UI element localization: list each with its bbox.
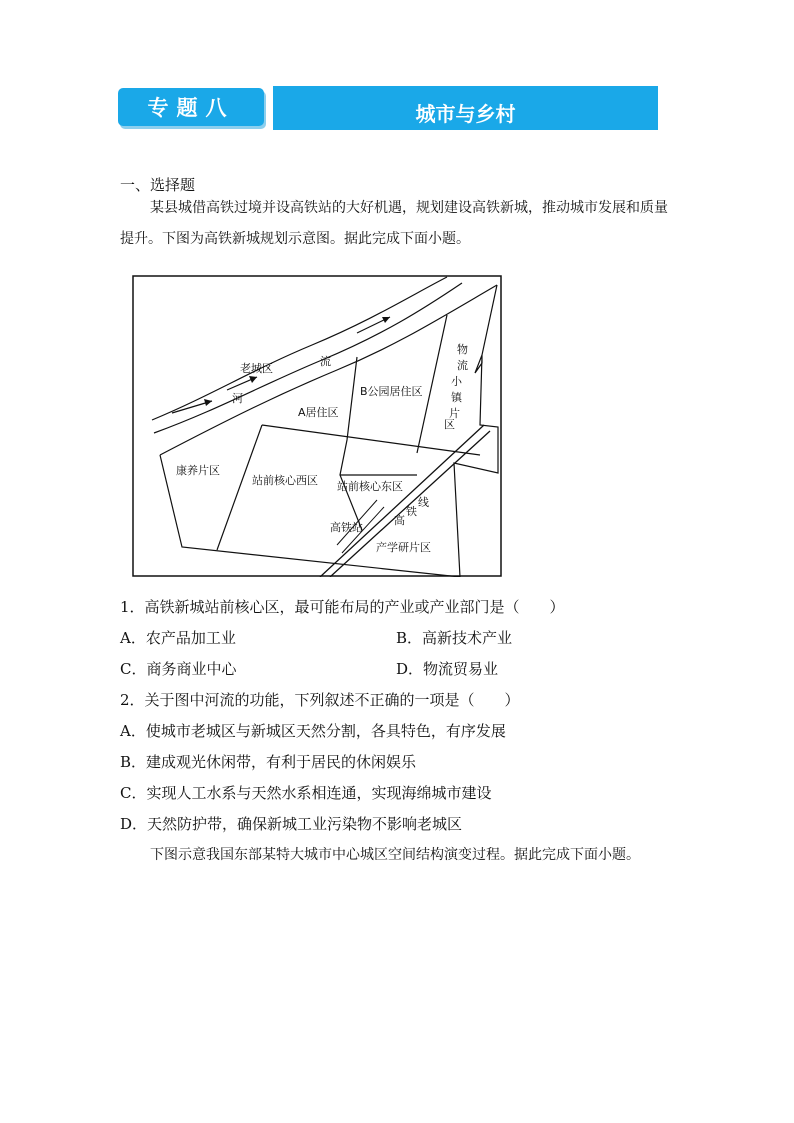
question-1-option-c[interactable]: C．商务商业中心 <box>120 660 237 678</box>
intro-paragraph-2: 下图示意我国东部某特大城市中心城区空间结构演变过程。据此完成下面小题。 <box>150 847 640 863</box>
map-label-station: 高铁站 <box>330 521 363 534</box>
question-1-stem: 1．高铁新城站前核心区，最可能布局的产业或产业部门是（ ） <box>120 598 565 616</box>
intro-paragraph-1: 某县城借高铁过境并设高铁站的大好机遇，规划建设高铁新城，推动城市发展和质量提升。下图为高铁新城规划示意图。据此完成下面小题。 <box>120 200 668 247</box>
map-label-b-zone: B公园居住区 <box>360 385 423 398</box>
topic-tag: 专题八 <box>118 88 264 126</box>
map-label-logistics-4: 镇 <box>451 391 462 404</box>
map-label-kangyang: 康养片区 <box>176 464 220 477</box>
map-label-research: 产学研片区 <box>376 541 431 554</box>
page-title: 城市与乡村 <box>415 102 516 126</box>
map-label-river-2: 河 <box>232 392 243 405</box>
question-2-option-a[interactable]: A．使城市老城区与新城区天然分割，各具特色，有序发展 <box>120 722 506 740</box>
map-label-rail-1: 线 <box>418 496 429 509</box>
question-2-stem: 2．关于图中河流的功能，下列叙述不正确的一项是（ ） <box>120 691 520 709</box>
map-label-rail-2: 铁 <box>406 505 417 518</box>
map-label-logistics-1: 物 <box>457 343 468 356</box>
map-label-a-zone: A居住区 <box>298 406 339 419</box>
map-label-logistics-5: 片 <box>449 407 460 420</box>
map-label-east-core: 站前核心东区 <box>337 480 403 493</box>
map-label-logistics-6: 区 <box>444 418 455 431</box>
section-title: 一、选择题 <box>120 176 196 194</box>
map-label-rail-3: 高 <box>394 514 405 527</box>
question-1-option-b[interactable]: B．高新技术产业 <box>396 629 513 647</box>
map-label-river-1: 流 <box>320 355 331 368</box>
question-1-option-d[interactable]: D．物流贸易业 <box>396 660 499 678</box>
map-label-logistics-2: 流 <box>457 359 468 372</box>
map-label-west-core: 站前核心西区 <box>252 474 318 487</box>
question-2-option-d[interactable]: D．天然防护带，确保新城工业污染物不影响老城区 <box>120 815 463 833</box>
question-1-option-a[interactable]: A．农产品加工业 <box>120 629 236 647</box>
map-label-old-city: 老城区 <box>240 362 273 375</box>
map-label-logistics-3: 小 <box>451 375 462 388</box>
title-banner <box>273 86 658 130</box>
question-2-option-b[interactable]: B．建成观光休闲带，有利于居民的休闲娱乐 <box>120 753 417 771</box>
high-speed-rail-new-city-map <box>132 275 502 577</box>
question-2-option-c[interactable]: C．实现人工水系与天然水系相连通，实现海绵城市建设 <box>120 784 492 802</box>
